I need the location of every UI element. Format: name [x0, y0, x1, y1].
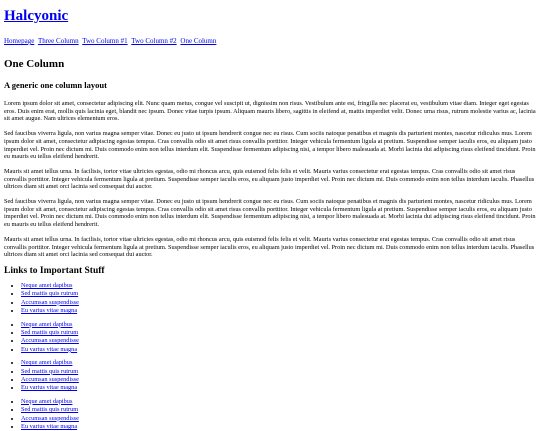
site-title-link[interactable]: Halcyonic	[4, 8, 69, 24]
list-item	[21, 368, 536, 376]
body-paragraph: Mauris sit amet tellus urna. In facilisis, tortor vitae ultricies egestas, odio mi rhoncus arcu, quis euismod felis felis et velit. Mauris varius consectetur erat egestas tempus. Cras convallis odio sit amet risus convallis porttitor. Integer vehicula fermentum ligula at pretium. Suspendisse semper iaculis eros, eu aliquam justo imperdiet vel. Proin nec dictum mi. Duis commodo enim non tellus interdum iaculis. Phasellus ultrices diam sit amet orci lacinia sed consequat dui auctor.	[4, 235, 535, 259]
links-list	[4, 321, 536, 355]
link-item[interactable]: Sed mattis quis rutrum	[21, 290, 79, 298]
link-item[interactable]: Neque amet dapibus	[21, 320, 73, 328]
list-item	[21, 346, 536, 354]
list-item	[21, 290, 536, 298]
list-item	[21, 337, 536, 345]
nav-link-two-column-2[interactable]: Two Column #2	[131, 37, 177, 45]
page-subheading: A generic one column layout	[4, 80, 107, 90]
link-item[interactable]: Eu varius vitae magna	[21, 345, 78, 353]
list-item	[21, 307, 536, 315]
links-list	[4, 359, 536, 393]
main-nav	[4, 37, 536, 46]
link-item[interactable]: Sed mattis quis rutrum	[21, 328, 79, 336]
body-paragraph: Sed faucibus viverra ligula, non varius magna semper vitae. Donec eu justo ut ipsum hendrerit congue nec eu risus. Cum sociis natoque penatibus et magnis dis parturient montes, nascetur ridiculus mus. Lorem ipsum dolor sit amet, consectetur adipiscing egestas tempus. Cras convallis odio sit amet risus convallis porttitor. Integer vehicula fermentum ligula at pretium. Suspendisse semper iaculis eros, eu aliquam justo imperdiet vel. Proin nec dictum mi. Duis commodo enim non tellus interdum elit. Suspendisse fermentum adipiscing nisi, a tempor libero malesuada at. Morbi lacinia dui adipiscing risus eleifend tincidunt. Proin eu mauris eu tellus eleifend hendrerit.	[4, 198, 536, 229]
body-paragraph: Lorem ipsum dolor sit amet, consectetur adipiscing elit. Nunc quam metus, congue vel suscipit ut, dignissim non risus. Vestibulum ante est, fringilla nec placerat eu, vestibulum vitae diam. Integer eget egestas eros. Duis enim erat, mollis quis lacinia eget, blandit nec ipsum. Donec vitae turpis ipsum. Aliquam mauris libero, sagittis in eleifend at, mattis imperdiet velit. Donec urna risus, rutrum molestie varius ac, lacinia sit amet augue. Nam ultrices elementum eros.	[4, 100, 536, 123]
links-heading: Links to Important Stuff	[4, 265, 105, 276]
link-item[interactable]: Accumsan suspendisse	[21, 298, 79, 306]
list-item	[21, 329, 536, 337]
body-paragraph: Sed faucibus viverra ligula, non varius magna semper vitae. Donec eu justo ut ipsum hendrerit congue nec eu risus. Cum sociis natoque penatibus et magnis dis parturient montes, nascetur ridiculus mus. Lorem ipsum dolor sit amet, consectetur adipiscing egestas tempus. Cras convallis odio sit amet risus convallis porttitor. Integer vehicula fermentum ligula at pretium. Suspendisse semper iaculis eros, eu aliquam justo imperdiet vel. Proin nec dictum mi. Duis commodo enim non tellus interdum elit. Suspendisse fermentum adipiscing nisi, a tempor libero malesuada at. Morbi lacinia dui adipiscing risus eleifend tincidunt. Proin eu mauris eu tellus eleifend hendrerit.	[4, 130, 536, 161]
site-title	[4, 8, 536, 25]
link-item[interactable]: Neque amet dapibus	[21, 397, 73, 405]
link-item[interactable]: Neque amet dapibus	[21, 281, 73, 289]
page-heading: One Column	[4, 58, 65, 70]
links-list	[4, 398, 536, 431]
list-item	[21, 384, 536, 392]
list-item	[21, 423, 536, 431]
link-item[interactable]: Eu varius vitae magna	[21, 384, 78, 392]
link-item[interactable]: Eu varius vitae magna	[21, 307, 78, 315]
link-item[interactable]: Sed mattis quis rutrum	[21, 406, 79, 414]
nav-link-three-column[interactable]: Three Column	[37, 37, 79, 45]
body-paragraph: Mauris sit amet tellus urna. In facilisis, tortor vitae ultricies egestas, odio mi rhoncus arcu, quis euismod felis felis et velit. Mauris varius consectetur erat egestas tempus. Cras convallis odio sit amet risus convallis porttitor. Integer vehicula fermentum ligula at pretium. Suspendisse semper iaculis eros, eu aliquam justo imperdiet vel. Proin nec dictum mi. Duis commodo enim non tellus interdum iaculis. Phasellus ultrices diam sit amet orci lacinia sed consequat dui auctor.	[4, 167, 535, 191]
list-item	[21, 359, 536, 367]
links-list	[4, 282, 536, 316]
link-item[interactable]: Accumsan suspendisse	[21, 414, 79, 422]
link-item[interactable]: Sed mattis quis rutrum	[21, 367, 79, 375]
nav-link-homepage[interactable]: Homepage	[4, 37, 35, 45]
link-item[interactable]: Accumsan suspendisse	[21, 337, 79, 345]
list-item	[21, 321, 536, 329]
link-item[interactable]: Accumsan suspendisse	[21, 376, 79, 384]
nav-link-two-column-1[interactable]: Two Column #1	[82, 37, 128, 45]
list-item	[21, 415, 536, 423]
link-item[interactable]: Neque amet dapibus	[21, 359, 73, 367]
link-item[interactable]: Eu varius vitae magna	[21, 423, 78, 431]
list-item	[21, 299, 536, 307]
nav-link-one-column[interactable]: One Column	[180, 37, 217, 45]
list-item	[21, 282, 536, 290]
list-item	[21, 376, 536, 384]
list-item	[21, 406, 536, 414]
